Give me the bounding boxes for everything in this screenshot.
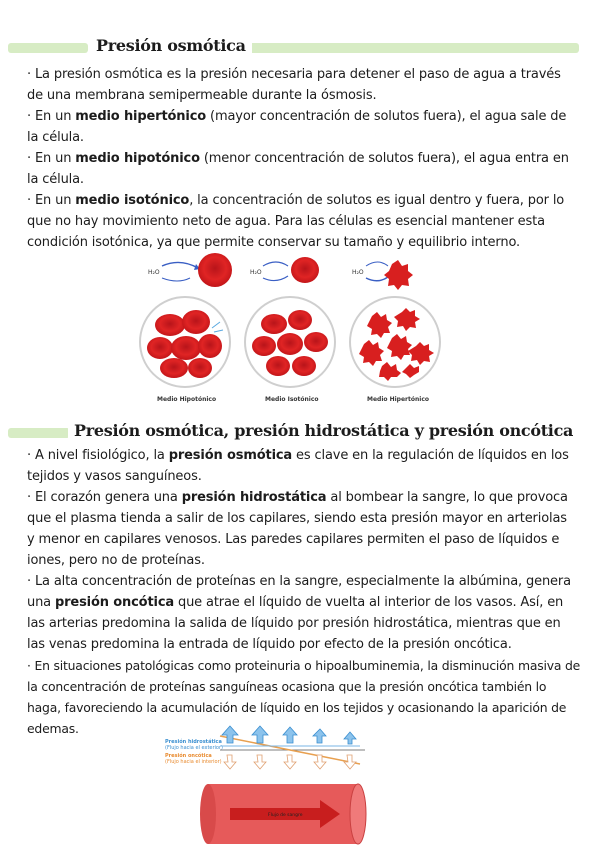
oncotic-sublabel: (Flujo hacia el interior) bbox=[165, 759, 222, 765]
pressures-paragraphs bbox=[27, 445, 577, 655]
paragraph-hypotonic: · En un medio hipotónico (menor concentración de solutos fuera), el agua entra en la célula. bbox=[27, 151, 569, 187]
hydrostatic-sublabel: (Flujo hacia el exterior) bbox=[165, 745, 223, 751]
heading-highlight-left bbox=[8, 43, 88, 53]
hydrostatic-label: Presión hidrostática bbox=[165, 739, 222, 745]
section-title: Presión osmótica bbox=[90, 36, 252, 55]
paragraph-physiological: · A nivel fisiológico, la presión osmótica es clave en la regulación de líquidos en los tejidos y vasos sanguíneos. bbox=[27, 448, 569, 484]
paragraph-definition: · La presión osmótica es la presión necesaria para detener el paso de agua a través de una membrana semipermeable durante la ósmosis. bbox=[27, 67, 561, 103]
osmosis-cells-figure bbox=[130, 250, 450, 410]
isotonic-cells bbox=[245, 297, 335, 387]
osmotic-paragraphs bbox=[27, 64, 577, 253]
water-outflow-diagram bbox=[352, 260, 413, 290]
section-title: Presión osmótica, presión hidrostática y presión oncótica bbox=[68, 421, 579, 440]
water-label: H₂O bbox=[250, 269, 262, 276]
paragraph-pathological: · En situaciones patológicas como proteinuria o hipoalbuminemia, la disminución masiva de la concentración de proteínas sanguíneas ocasiona que la presión oncótica también lo haga, favoreciendo la acumulación de líquido en los tejidos y ocasionando la aparición de edemas. bbox=[27, 658, 581, 736]
water-label: H₂O bbox=[352, 269, 364, 276]
caption-isotonic: Medio Isotónico bbox=[265, 396, 319, 403]
water-equal-diagram bbox=[250, 257, 319, 283]
hypertonic-cells bbox=[350, 297, 440, 387]
paragraph-oncotic: · La alta concentración de proteínas en la sangre, especialmente la albúmina, genera una presión oncótica que atrae el líquido de vuelta al interior de los vasos. Así, en las arterias predomina la salida de líquido por presión hidrostática, mientras que en las venas predomina la entrada de líquido por efecto de la presión oncótica. bbox=[27, 574, 571, 652]
blood-flow-label: Flujo de sangre bbox=[268, 813, 303, 818]
capillary-pressure-diagram bbox=[200, 722, 370, 847]
heading-highlight-left bbox=[8, 428, 70, 438]
paragraph-hypertonic: · En un medio hipertónico (mayor concentración de solutos fuera), el agua sale de la célula. bbox=[27, 109, 567, 145]
paragraph-isotonic: · En un medio isotónico, la concentración de solutos es igual dentro y fuera, por lo que no hay movimiento neto de agua. Para las células es esencial mantener esta condición isotónica, ya que permite conservar su tamaño y equilibrio interno. bbox=[27, 193, 565, 250]
caption-hypotonic: Medio Hipotónico bbox=[157, 396, 217, 403]
water-label: H₂O bbox=[148, 269, 160, 276]
oncotic-label: Presión oncótica bbox=[165, 753, 212, 759]
caption-hypertonic: Medio Hipertónico bbox=[367, 396, 430, 403]
paragraph-hydrostatic: · El corazón genera una presión hidrostática al bombear la sangre, lo que provoca que el plasma tienda a salir de los capilares, siendo esta presión mayor en arteriolas y menor en capilares venosos. Las paredes capilares permiten el paso de líquidos e iones, pero no de proteínas. bbox=[27, 490, 568, 568]
section-heading-pressures bbox=[0, 421, 601, 447]
hypotonic-cells bbox=[140, 297, 230, 387]
section-heading-osmotic bbox=[0, 36, 601, 62]
heading-highlight-right bbox=[215, 43, 579, 53]
water-inflow-diagram bbox=[148, 253, 232, 287]
